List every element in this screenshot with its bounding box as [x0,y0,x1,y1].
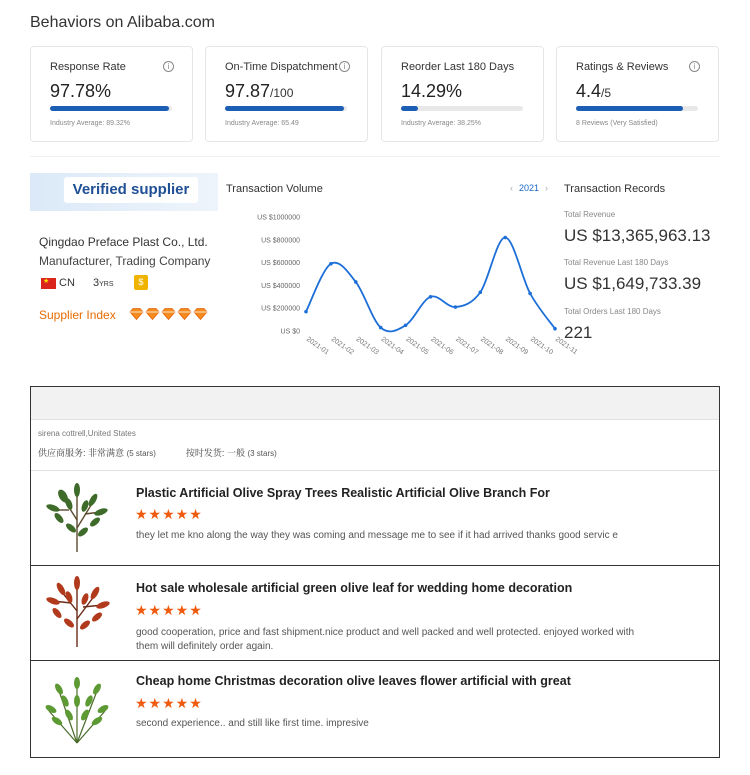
year-label: 2021 [519,183,540,193]
revenue-180-label: Total Revenue Last 180 Days [564,258,669,267]
red-leaf-thumbnail [39,575,115,651]
y-tick-label: US $600000 [261,260,300,268]
metric-value: 97.78% [50,81,112,101]
metric-progress-bar [401,106,523,111]
transaction-records-title: Transaction Records [564,183,666,195]
metric-value: 97.87/100 [225,81,294,101]
year-selector [504,183,554,193]
data-point [404,324,408,328]
olive-branch-thumbnail [39,480,115,556]
diamond-icon [193,307,208,319]
data-point [454,305,458,309]
y-tick-label: US $400000 [261,282,300,290]
y-tick-label: US $0 [280,328,300,336]
reviewer-name: sirena cottrell,United States [38,429,136,438]
product-review-text: they let me kno along the way they was coming and message me to see if it had arrived thanks good servic e [136,530,618,541]
metric-progress-fill [225,106,344,111]
product-title[interactable]: Cheap home Christmas decoration olive leaves flower artificial with great [136,674,571,688]
x-tick-label: 2021-05 [404,335,430,357]
product-review-item[interactable] [31,566,719,660]
revenue-180-value: US $1,649,733.39 [564,274,702,293]
years-badge: 3YRS [93,277,114,289]
x-tick-label: 2021-10 [528,335,555,357]
green-leaf-bundle-thumbnail [39,671,115,747]
gold-supplier-icon: $ [134,275,148,290]
data-point [479,290,483,294]
section-title: Behaviors on Alibaba.com [30,14,215,31]
product-review-text: good cooperation, price and fast shipment.nice product and well packed and well protected. enjoyed worked with them will definitely order again. [136,627,635,652]
y-tick-label: US $800000 [261,237,300,245]
data-point [429,295,433,299]
metric-industry-average: Industry Average: 38.25% [401,120,482,127]
supplier-index-rating [129,307,211,321]
reviews-header-bar [31,387,719,419]
x-tick-label: 2021-06 [429,335,455,357]
metrics-row [30,46,720,142]
x-tick-label: 2021-01 [304,335,330,357]
info-icon[interactable]: i [689,61,700,72]
diamond-icon [129,307,144,319]
metric-label: Response Rate [50,61,126,73]
data-point [329,262,333,266]
verified-header [30,173,218,211]
total-revenue-label: Total Revenue [564,210,616,219]
diamond-icon [177,307,192,319]
x-tick-label: 2021-07 [454,335,480,357]
metric-progress-fill [401,106,418,111]
verified-supplier-badge[interactable]: Verified supplier [64,177,198,203]
x-tick-label: 2021-09 [504,335,530,357]
product-rating-stars: ★★★★★ [135,602,203,618]
series-line [306,238,555,332]
supplier-panel [30,156,720,372]
metric-value: 14.29% [401,81,463,101]
data-point [528,292,532,296]
country-code: CN [59,277,75,289]
orders-180-value: 221 [564,323,593,342]
total-revenue-value: US $13,365,963.13 [564,226,711,245]
metric-industry-average: Industry Average: 89.32% [50,120,131,127]
diamond-icon [145,307,160,319]
info-icon[interactable]: i [339,61,350,72]
product-review-item[interactable] [31,661,719,757]
metric-industry-average: Industry Average: 65.49 [225,120,299,127]
info-icon[interactable]: i [163,61,174,72]
product-review-item[interactable] [31,471,719,565]
divider [31,419,719,420]
x-tick-label: 2021-03 [354,335,380,357]
supplier-card [30,173,218,365]
metric-progress-bar [50,106,172,111]
y-tick-label: US $1000000 [257,214,300,222]
x-tick-label: 2021-04 [379,335,405,357]
product-rating-stars: ★★★★★ [135,506,203,522]
metric-reviews-count: 8 Reviews (Very Satisfied) [576,120,658,127]
data-point [379,326,383,330]
metric-ratings-reviews [556,46,719,142]
data-point [503,236,507,240]
x-tick-label: 2021-11 [553,335,579,357]
product-title[interactable]: Hot sale wholesale artificial green olive leaf for wedding home decoration [136,581,573,595]
diamond-icon [161,307,176,319]
metric-progress-bar [225,106,347,111]
prev-year-icon[interactable]: ‹ [510,183,513,193]
metric-response-rate [30,46,193,142]
metric-label: Reorder Last 180 Days [401,61,515,73]
supplier-index-label: Supplier Index [39,308,116,322]
data-point [304,310,308,314]
product-title[interactable]: Plastic Artificial Olive Spray Trees Realistic Artificial Olive Branch For [136,486,550,500]
company-name[interactable]: Qingdao Preface Plast Co., Ltd. [39,235,208,249]
product-review-text: second experience.. and still like first time. impresive [136,718,369,729]
x-tick-label: 2021-08 [479,335,505,357]
metric-progress-fill [50,106,169,111]
next-year-icon[interactable]: › [545,183,549,193]
supplier-rating-summary: 供应商服务: 非常满意 (5 stars) 按时发货: 一般 (3 stars) [38,448,277,458]
orders-180-label: Total Orders Last 180 Days [564,307,661,316]
transaction-volume-title: Transaction Volume [226,183,323,195]
y-tick-label: US $200000 [261,305,300,313]
metric-value: 4.4/5 [576,81,612,101]
data-point [553,327,557,331]
data-point [354,280,358,284]
metric-label: On-Time Dispatchment [225,61,338,73]
metric-reorder [381,46,544,142]
metric-progress-bar [576,106,698,111]
product-rating-stars: ★★★★★ [135,695,203,711]
metric-label: Ratings & Reviews [576,61,669,73]
reviews-panel [30,386,720,758]
china-flag-icon: ★ [41,278,56,289]
metric-on-time-dispatchment [205,46,368,142]
x-tick-label: 2021-02 [329,335,355,357]
company-type: Manufacturer, Trading Company [39,254,211,268]
metric-progress-fill [576,106,683,111]
